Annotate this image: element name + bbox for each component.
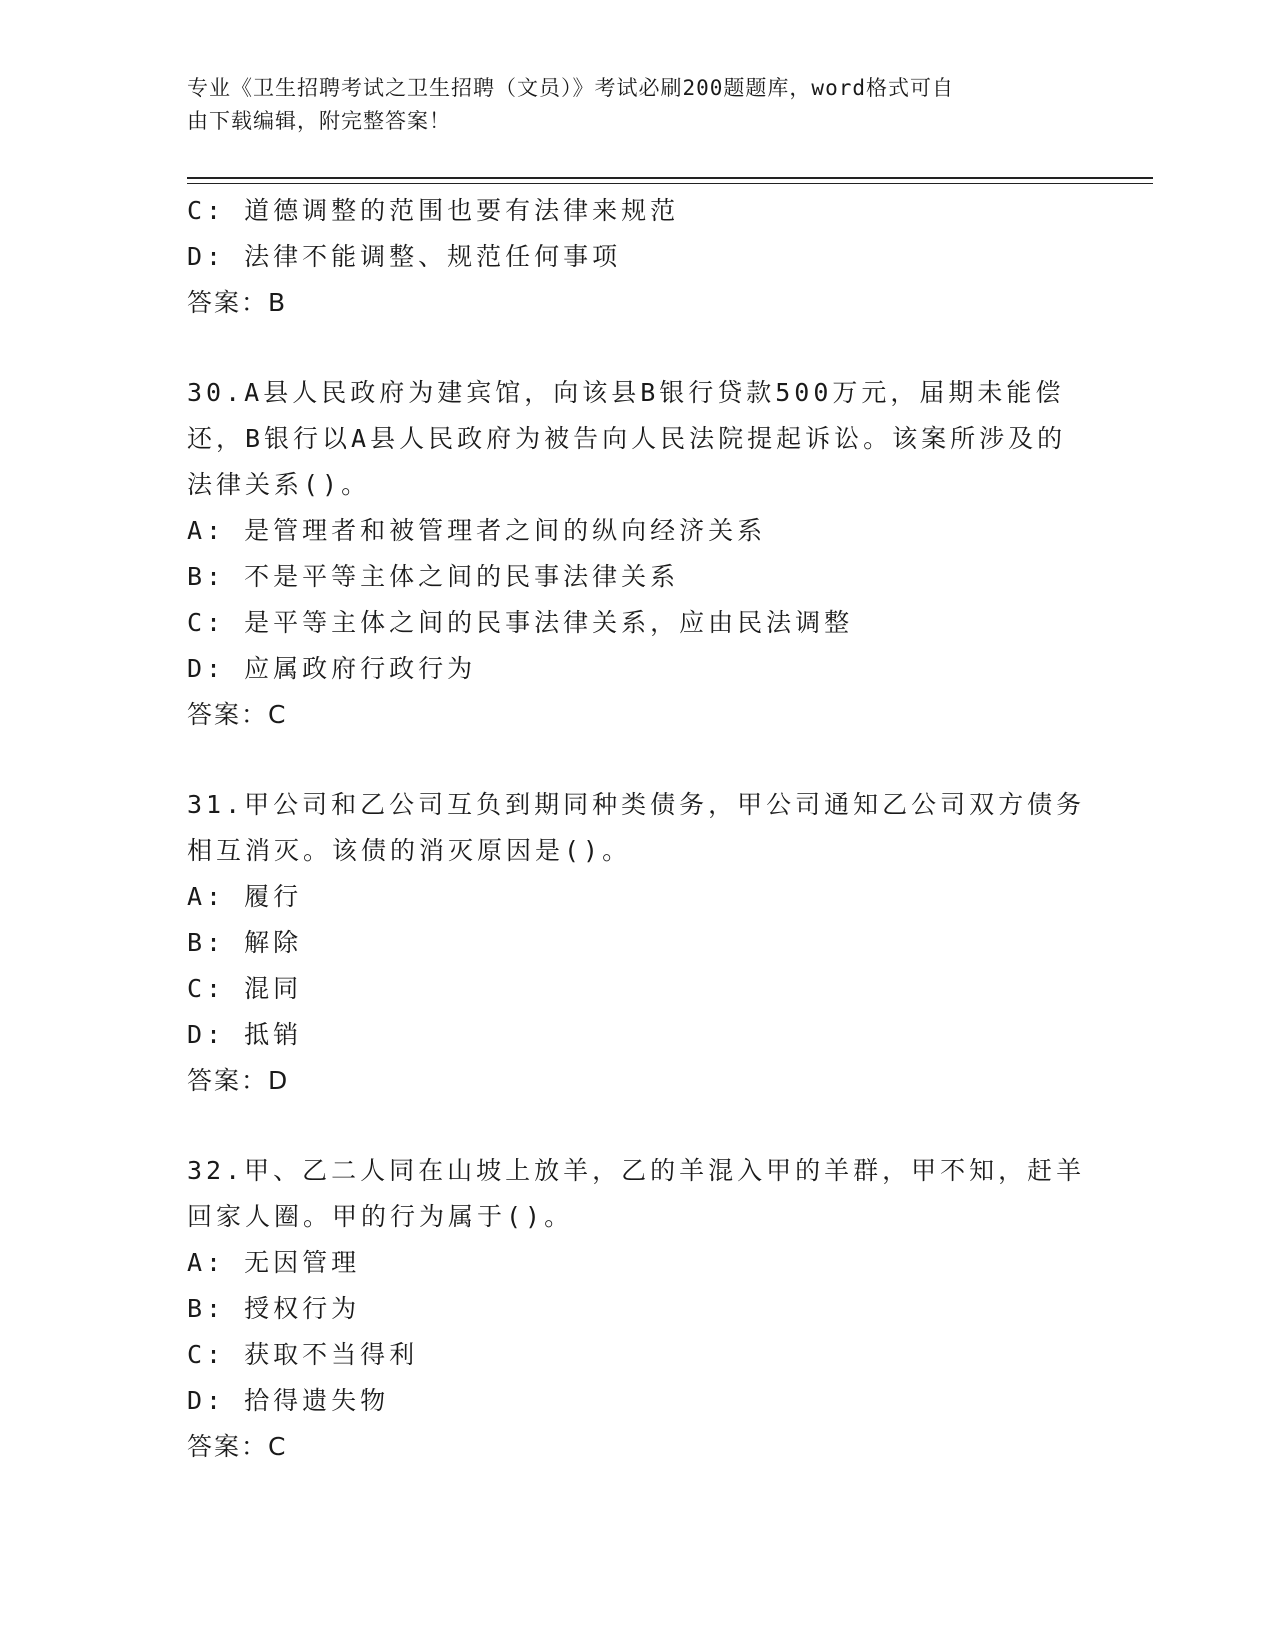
option-a: A: 是管理者和被管理者之间的纵向经济关系 bbox=[187, 516, 767, 545]
question-stem-line: 回家人圈。甲的行为属于()。 bbox=[187, 1202, 574, 1231]
option-b: B: 授权行为 bbox=[187, 1294, 361, 1323]
spacer bbox=[187, 1104, 1087, 1148]
question-31 bbox=[187, 782, 1087, 1104]
question-stem-line: 32.甲、乙二人同在山坡上放羊，乙的羊混入甲的羊群，甲不知，赶羊 bbox=[187, 1156, 1086, 1185]
answer-line: 答案：D bbox=[187, 1066, 290, 1095]
option-c: C: 获取不当得利 bbox=[187, 1340, 419, 1369]
option-c: C: 道德调整的范围也要有法律来规范 bbox=[187, 196, 680, 225]
question-stem-line: 相互消灭。该债的消灭原因是()。 bbox=[187, 836, 632, 865]
option-a: A: 无因管理 bbox=[187, 1248, 361, 1277]
option-a: A: 履行 bbox=[187, 882, 303, 911]
option-b: B: 不是平等主体之间的民事法律关系 bbox=[187, 562, 680, 591]
header-divider-thick bbox=[187, 177, 1153, 179]
header-divider-thin bbox=[187, 183, 1153, 184]
document-body bbox=[187, 188, 1087, 1470]
answer-line: 答案：B bbox=[187, 288, 288, 317]
question-stem-line: 法律关系()。 bbox=[187, 470, 371, 499]
question-stem-line: 还，B银行以A县人民政府为被告向人民法院提起诉讼。该案所涉及的 bbox=[187, 424, 1067, 453]
answer-line: 答案：C bbox=[187, 700, 288, 729]
question-32 bbox=[187, 1148, 1087, 1470]
answer-line: 答案：C bbox=[187, 1432, 288, 1461]
question-stem-line: 30.A县人民政府为建宾馆，向该县B银行贷款500万元，届期未能偿 bbox=[187, 378, 1065, 407]
spacer bbox=[187, 326, 1087, 370]
question-carryover bbox=[187, 188, 1087, 326]
header-line-2: 由下载编辑，附完整答案！ bbox=[187, 109, 451, 133]
option-d: D: 应属政府行政行为 bbox=[187, 654, 477, 683]
option-d: D: 拾得遗失物 bbox=[187, 1386, 390, 1415]
option-d: D: 抵销 bbox=[187, 1020, 303, 1049]
option-b: B: 解除 bbox=[187, 928, 303, 957]
option-c: C: 是平等主体之间的民事法律关系，应由民法调整 bbox=[187, 608, 854, 637]
option-d: D: 法律不能调整、规范任何事项 bbox=[187, 242, 622, 271]
document-header bbox=[187, 72, 1067, 138]
spacer bbox=[187, 738, 1087, 782]
option-c: C: 混同 bbox=[187, 974, 303, 1003]
question-stem-line: 31.甲公司和乙公司互负到期同种类债务，甲公司通知乙公司双方债务 bbox=[187, 790, 1086, 819]
question-30 bbox=[187, 370, 1087, 738]
header-line-1: 专业《卫生招聘考试之卫生招聘（文员）》考试必刷200题题库，word格式可自 bbox=[187, 76, 954, 100]
